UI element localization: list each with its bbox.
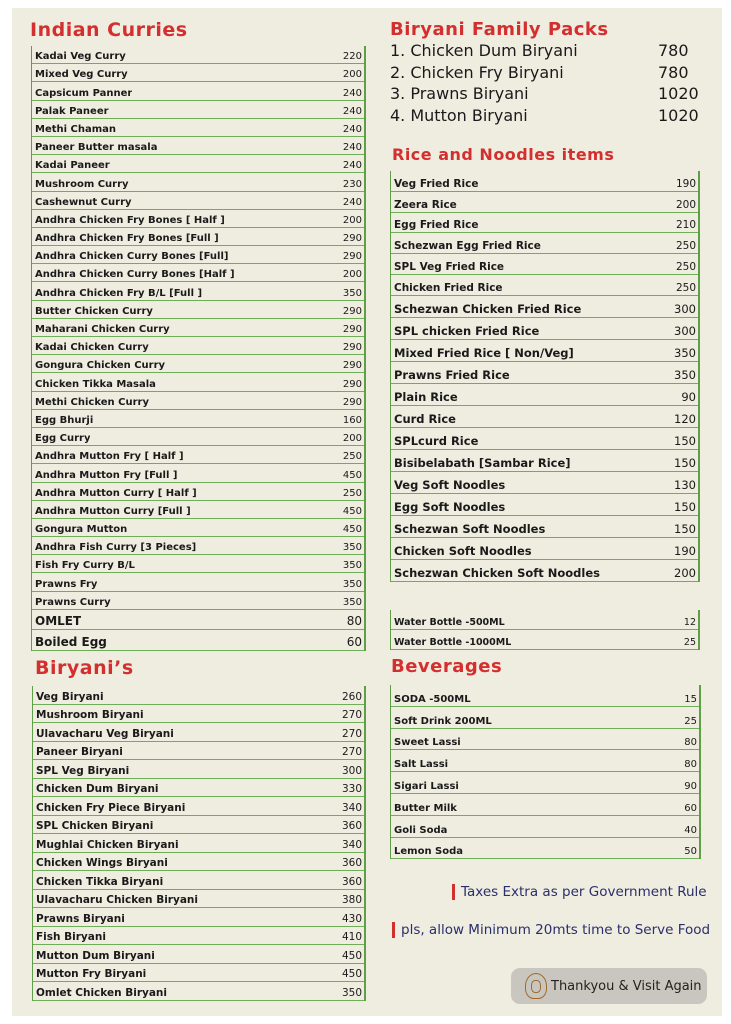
thankyou-text: Thankyou & Visit Again [551,978,702,994]
beverages-row [391,685,699,707]
item-name: Paneer Butter masala [35,142,158,154]
rice-noodles-row [391,516,698,538]
item-name: Plain Rice [394,389,458,404]
item-price: 330 [341,783,362,795]
item-name: Kadai Veg Curry [35,51,126,63]
indian-curries-row [32,119,364,137]
item-price: 450 [341,968,362,980]
item-name: Chicken Tikka Masala [35,378,156,390]
item-name: Methi Chicken Curry [35,396,149,408]
indian-curries-row [32,446,364,464]
item-price: 380 [341,894,362,906]
indian-curries-row [32,483,364,501]
biryanis-row [33,760,364,779]
item-price: 190 [675,177,696,190]
biryanis-row [33,908,364,927]
item-name: Butter Chicken Curry [35,305,153,317]
biryanis-row [33,890,364,909]
item-name: Chicken Tikka Biryani [36,875,164,888]
item-name: Andhra Mutton Fry [Full ] [35,469,178,481]
item-price: 210 [675,219,696,232]
family-pack-price: 1020 [658,105,699,125]
item-name: Kadai Chicken Curry [35,342,149,354]
beverages-row [391,816,699,838]
item-name: Paneer Biryani [36,746,123,758]
item-price: 200 [674,565,696,580]
item-name: Mixed Fried Rice [ Non/Veg] [394,345,574,360]
item-price: 360 [341,820,362,832]
item-price: 25 [684,715,697,727]
item-name: Andhra Fish Curry [3 Pieces] [35,542,197,554]
item-price: 290 [342,342,362,354]
indian-curries-row [32,373,364,391]
item-name: Prawns Biryani [36,912,125,925]
item-price: 250 [675,260,696,273]
indian-curries-row [32,610,364,631]
item-name: Schezwan Chicken Soft Noodles [394,565,601,580]
indian-curries-table [31,46,366,651]
item-name: Prawns Fry [35,578,98,590]
item-name: Egg Bhurji [35,414,94,426]
item-name: Andhra Chicken Curry Bones [Half ] [35,269,235,281]
item-name: Andhra Chicken Fry B/L [Full ] [35,287,203,299]
biryanis-row [33,834,364,853]
beverages-row [391,794,699,816]
item-name: Andhra Chicken Curry Bones [Full] [35,251,229,263]
family-pack-name: 3. Prawns Biryani [390,84,529,104]
family-pack-name: 2. Chicken Fry Biryani [390,62,564,82]
item-name: Mixed Veg Curry [35,69,128,81]
rice-noodles-row [391,318,698,340]
item-name: Maharani Chicken Curry [35,324,170,335]
item-price: 350 [674,345,696,360]
item-name: Methi Chaman [35,123,117,135]
indian-curries-row [32,519,364,537]
indian-curries-row [32,301,364,319]
item-name: Zeera Rice [394,198,457,211]
item-price: 200 [675,198,696,211]
item-price: 150 [674,455,696,470]
item-name: SPL Chicken Biryani [36,820,154,832]
family-pack-row [390,83,710,105]
item-price: 250 [342,451,362,463]
item-name: Gongura Mutton [35,524,128,536]
item-name: Boiled Egg [35,634,107,649]
item-price: 15 [684,693,697,705]
indian-curries-row [32,210,364,228]
item-price: 130 [674,477,696,492]
item-price: 240 [342,123,362,135]
item-price: 200 [342,269,362,281]
indian-curries-row [32,82,364,100]
item-name: OMLET [35,614,82,629]
rice-noodles-row [391,233,698,254]
biryanis-row [33,964,364,983]
item-name: Egg Fried Rice [394,219,479,232]
biryanis-row [33,797,364,816]
item-name: Andhra Mutton Curry [Full ] [35,505,191,517]
rice-noodles-row [391,538,698,560]
item-name: SPL Veg Biryani [36,764,130,777]
biryanis-row [33,853,364,872]
item-name: Schezwan Chicken Fried Rice [394,301,582,316]
thankyou-badge [511,968,707,1004]
item-price: 60 [684,802,697,814]
item-name: SODA -500ML [394,693,471,705]
biryanis-row [33,779,364,798]
item-price: 80 [684,759,697,771]
restaurant-logo-icon [525,973,547,999]
item-price: 290 [342,251,362,263]
family-pack-row [390,62,710,84]
item-price: 360 [341,875,362,888]
item-price: 60 [346,634,362,649]
item-price: 240 [342,105,362,117]
rice-noodles-row [391,384,698,406]
item-name: Cashewnut Curry [35,196,132,208]
indian-curries-row [32,428,364,446]
rice-noodles-row [391,472,698,494]
item-name: Mushroom Biryani [36,709,144,721]
item-name: SPLcurd Rice [394,433,479,448]
item-name: Chicken Soft Noodles [394,543,532,558]
rice-noodles-row [391,340,698,362]
family-packs-heading: Biryani Family Packs [390,19,609,40]
item-price: 200 [342,214,362,226]
item-price: 40 [684,824,697,836]
item-price: 200 [342,69,362,81]
item-name: Salt Lassi [394,759,449,771]
item-price: 290 [342,305,362,317]
indian-curries-row [32,630,364,651]
item-price: 300 [341,764,362,777]
item-name: Chicken Fried Rice [394,281,503,294]
indian-curries-row [32,264,364,282]
indian-curries-row [32,46,364,64]
family-pack-name: 1. Chicken Dum Biryani [390,41,578,61]
serve-time-note: pls, allow Minimum 20mts time to Serve Food [392,922,710,938]
indian-curries-row [32,410,364,428]
beverages-heading: Beverages [391,656,503,677]
item-name: Goli Soda [394,824,448,836]
rice-noodles-row [391,275,698,296]
indian-curries-row [32,555,364,573]
item-name: Prawns Fried Rice [394,367,510,382]
water-row [391,610,698,630]
item-name: Curd Rice [394,411,456,426]
indian-curries-row [32,228,364,246]
beverages-row [391,750,699,772]
item-price: 240 [342,87,362,99]
indian-curries-row [32,319,364,337]
item-name: Mutton Dum Biryani [36,949,155,962]
beverages-row [391,707,699,729]
indian-curries-row [32,155,364,173]
item-price: 80 [346,614,362,629]
item-price: 340 [341,838,362,851]
item-price: 240 [342,142,362,154]
item-name: Fish Biryani [36,931,106,943]
item-price: 290 [342,396,362,408]
item-price: 290 [342,378,362,390]
biryanis-row [33,686,364,705]
item-price: 200 [342,433,362,445]
item-name: Kadai Paneer [35,160,110,172]
biryanis-row [33,982,364,1001]
indian-curries-row [32,537,364,555]
item-price: 430 [341,912,362,925]
indian-curries-heading: Indian Curries [30,19,188,41]
item-name: Chicken Wings Biryani [36,857,168,869]
family-pack-price: 1020 [658,84,699,104]
beverages-row [391,729,699,751]
indian-curries-row [32,501,364,519]
item-price: 350 [342,542,362,554]
beverages-row [391,838,699,860]
item-name: Chicken Dum Biryani [36,783,159,795]
item-price: 300 [674,323,696,338]
rice-noodles-row [391,171,698,192]
item-price: 190 [674,543,696,558]
biryanis-row [33,945,364,964]
item-name: Ulavacharu Veg Biryani [36,727,174,740]
item-name: Egg Curry [35,433,91,445]
rice-noodles-row [391,362,698,384]
item-name: Veg Soft Noodles [394,477,506,492]
item-price: 450 [342,524,362,536]
indian-curries-row [32,173,364,191]
item-price: 350 [342,560,362,572]
item-name: Andhra Chicken Fry Bones [ Half ] [35,214,225,226]
item-price: 410 [341,931,362,943]
item-name: Sigari Lassi [394,780,459,792]
item-name: Mushroom Curry [35,178,129,190]
item-name: Andhra Mutton Fry [ Half ] [35,451,184,463]
item-price: 360 [341,857,362,869]
family-pack-row [390,40,710,62]
item-name: Chicken Fry Piece Biryani [36,801,186,814]
beverages-row [391,772,699,794]
indian-curries-row [32,137,364,155]
taxes-note: Taxes Extra as per Government Rule [452,884,707,900]
item-name: Fish Fry Curry B/L [35,560,135,572]
item-price: 450 [342,469,362,481]
item-price: 80 [684,737,697,749]
item-name: Sweet Lassi [394,737,461,749]
item-price: 300 [674,301,696,316]
item-price: 290 [342,233,362,245]
biryanis-row [33,816,364,835]
item-name: Mughlai Chicken Biryani [36,838,179,851]
item-price: 12 [683,617,696,628]
item-name: Veg Fried Rice [394,177,479,190]
item-price: 340 [341,801,362,814]
biryanis-row [33,723,364,742]
indian-curries-row [32,592,364,610]
item-price: 150 [674,433,696,448]
item-price: 150 [674,499,696,514]
item-price: 270 [341,727,362,740]
family-pack-price: 780 [658,41,689,61]
item-price: 250 [675,281,696,294]
biryanis-heading: Biryani’s [35,657,134,679]
item-price: 90 [681,389,696,404]
item-price: 150 [674,521,696,536]
beverages-table [390,685,701,859]
indian-curries-row [32,246,364,264]
item-price: 450 [341,949,362,962]
item-price: 290 [342,360,362,372]
biryanis-row [33,927,364,946]
item-price: 240 [342,160,362,172]
item-name: Mutton Fry Biryani [36,968,147,980]
family-pack-row [390,105,710,127]
item-name: Capsicum Panner [35,87,133,99]
biryanis-row [33,742,364,761]
rice-noodles-row [391,428,698,450]
indian-curries-row [32,64,364,82]
item-name: Egg Soft Noodles [394,499,506,514]
rice-noodles-row [391,213,698,234]
family-pack-name: 4. Mutton Biryani [390,105,528,125]
biryanis-table [32,686,366,1001]
item-price: 120 [674,411,696,426]
item-name: Palak Paneer [35,105,109,117]
indian-curries-row [32,573,364,591]
item-price: 350 [342,596,362,608]
item-price: 250 [342,487,362,499]
biryanis-row [33,705,364,724]
item-name: Schezwan Egg Fried Rice [394,240,541,253]
item-name: Ulavacharu Chicken Biryani [36,894,198,906]
item-name: Prawns Curry [35,596,111,608]
item-price: 270 [341,709,362,721]
item-price: 270 [341,746,362,758]
item-name: Water Bottle -1000ML [394,637,512,648]
rice-noodles-heading: Rice and Noodles items [392,145,615,164]
item-name: Soft Drink 200ML [394,715,492,727]
indian-curries-row [32,464,364,482]
item-name: Gongura Chicken Curry [35,360,166,372]
item-price: 250 [675,240,696,253]
item-price: 230 [342,178,362,190]
item-price: 350 [342,287,362,299]
family-pack-price: 780 [658,62,689,82]
item-name: SPL chicken Fried Rice [394,323,540,338]
item-price: 160 [342,414,362,426]
water-row [391,630,698,650]
item-name: Veg Biryani [36,690,104,703]
item-price: 350 [341,986,362,999]
indian-curries-row [32,282,364,300]
indian-curries-row [32,192,364,210]
family-packs-list [390,40,710,126]
item-name: Bisibelabath [Sambar Rice] [394,455,571,470]
item-price: 450 [342,505,362,517]
rice-noodles-row [391,560,698,582]
rice-noodles-row [391,494,698,516]
item-price: 290 [342,324,362,335]
item-price: 260 [341,690,362,703]
indian-curries-row [32,337,364,355]
rice-noodles-row [391,296,698,318]
item-name: Butter Milk [394,802,457,814]
item-price: 350 [342,578,362,590]
item-name: Andhra Chicken Fry Bones [Full ] [35,233,219,245]
rice-noodles-row [391,192,698,213]
item-name: SPL Veg Fried Rice [394,260,505,273]
item-price: 240 [342,196,362,208]
indian-curries-row [32,101,364,119]
item-name: Omlet Chicken Biryani [36,986,168,999]
item-name: Andhra Mutton Curry [ Half ] [35,487,197,499]
item-name: Lemon Soda [394,846,464,858]
rice-noodles-table [390,171,700,582]
item-price: 90 [684,780,697,792]
indian-curries-row [32,355,364,373]
item-name: Schezwan Soft Noodles [394,521,546,536]
rice-noodles-row [391,254,698,275]
item-price: 220 [342,51,362,63]
item-price: 25 [683,637,696,648]
rice-noodles-row [391,406,698,428]
rice-noodles-row [391,450,698,472]
water-table [390,610,700,650]
indian-curries-row [32,392,364,410]
item-price: 50 [684,846,697,858]
biryanis-row [33,871,364,890]
item-price: 350 [674,367,696,382]
item-name: Water Bottle -500ML [394,617,505,628]
